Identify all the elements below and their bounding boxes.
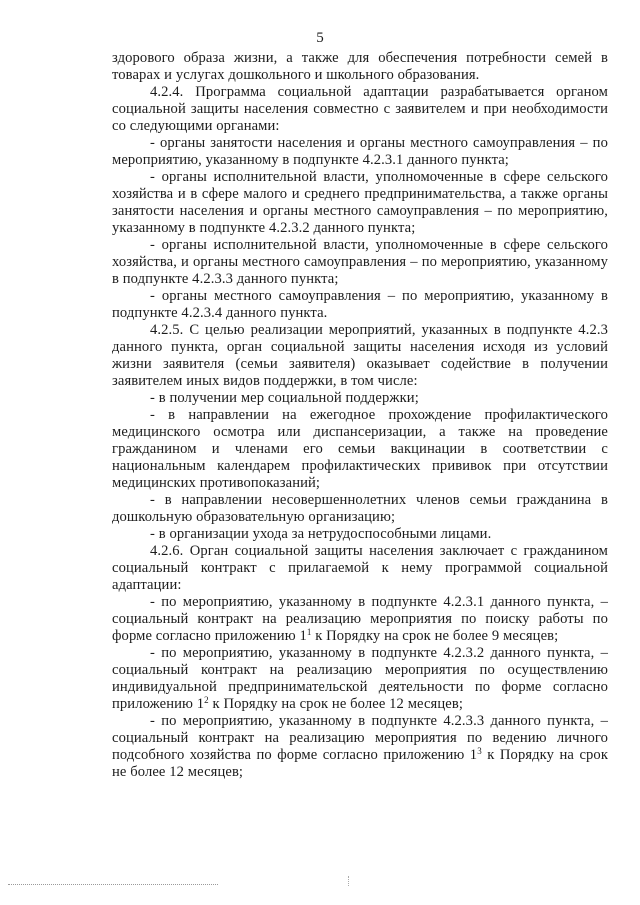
- contract-item-term: к Порядку на срок не более 9 месяцев;: [311, 628, 559, 644]
- scan-edge-line: [8, 884, 218, 885]
- paragraph: - в организации ухода за нетрудоспособными лицами.: [150, 526, 492, 542]
- contract-item: [112, 713, 608, 781]
- paragraph: - в направлении на ежегодное прохождение профилактического медицинского осмотра или диспансеризации, а также на проведение гражданином и членами его семьи вакцинации в соответствии с национальным календарем профилактических прививок при отсутствии медицинских противопоказаний;: [112, 407, 608, 491]
- appendix-superscript: 2: [204, 695, 209, 705]
- document-body: [112, 50, 608, 781]
- appendix-superscript: 3: [477, 746, 482, 756]
- scan-mark: [348, 876, 350, 886]
- contract-item: [112, 594, 608, 645]
- appendix-superscript: 1: [306, 627, 312, 637]
- paragraph: здорового образа жизни, а также для обеспечения потребности семей в товарах и услугах дошкольного и школьного образования.: [112, 50, 608, 83]
- paragraph: - органы местного самоуправления – по мероприятию, указанному в подпункте 4.2.3.4 данного пункта.: [112, 288, 608, 321]
- contract-item: [112, 645, 608, 713]
- contract-item-text: - по мероприятию, указанному в подпункте 4.2.3.3 данного пункта, – социальный контракт на реализацию мероприятия по ведению личного подсобного хозяйства по форме согласно приложению 1: [112, 713, 608, 763]
- paragraph: - органы исполнительной власти, уполномоченные в сфере сельского хозяйства, и органы местного самоуправления – по мероприятию, указанному в подпункте 4.2.3.3 данного пункта;: [112, 237, 608, 287]
- paragraph: - в направлении несовершеннолетних членов семьи гражданина в дошкольную образовательную организацию;: [112, 492, 608, 525]
- paragraph: - органы занятости населения и органы местного самоуправления – по мероприятию, указанному в подпункте 4.2.3.1 данного пункта;: [112, 135, 608, 168]
- contract-item-text: - по мероприятию, указанному в подпункте 4.2.3.2 данного пункта, – социальный контракт на реализацию мероприятия по осуществлению индивидуальной предпринимательской деятельности по форме согласно приложению 1: [112, 645, 608, 712]
- paragraph: 4.2.6. Орган социальной защиты населения заключает с гражданином социальный контракт с прилагаемой к нему программой социальной адаптации:: [112, 543, 608, 593]
- paragraph: 4.2.4. Программа социальной адаптации разрабатывается органом социальной защиты населения совместно с заявителем и при необходимости со следующими органами:: [112, 84, 608, 134]
- page-number: 5: [316, 30, 324, 46]
- contract-item-term: к Порядку на срок не более 12 месяцев;: [112, 747, 609, 780]
- paragraph: - в получении мер социальной поддержки;: [150, 390, 419, 406]
- contract-item-text: - по мероприятию, указанному в подпункте 4.2.3.1 данного пункта, – социальный контракт на реализацию мероприятия по поиску работы по форме согласно приложению 1: [112, 594, 608, 644]
- paragraph: - органы исполнительной власти, уполномоченные в сфере сельского хозяйства и в сфере малого и среднего предпринимательства, а также органы занятости населения и органы местного самоуправления – по мероприятию, указанному в подпункте 4.2.3.2 данного пункта;: [112, 169, 608, 236]
- contract-item-term: к Порядку на срок не более 12 месяцев;: [208, 696, 464, 712]
- paragraph: 4.2.5. С целью реализации мероприятий, указанных в подпункте 4.2.3 данного пункта, орган социальной защиты населения исходя из условий жизни заявителя (семьи заявителя) оказывает содействие в получении заявителем иных видов поддержки, в том числе:: [112, 322, 608, 389]
